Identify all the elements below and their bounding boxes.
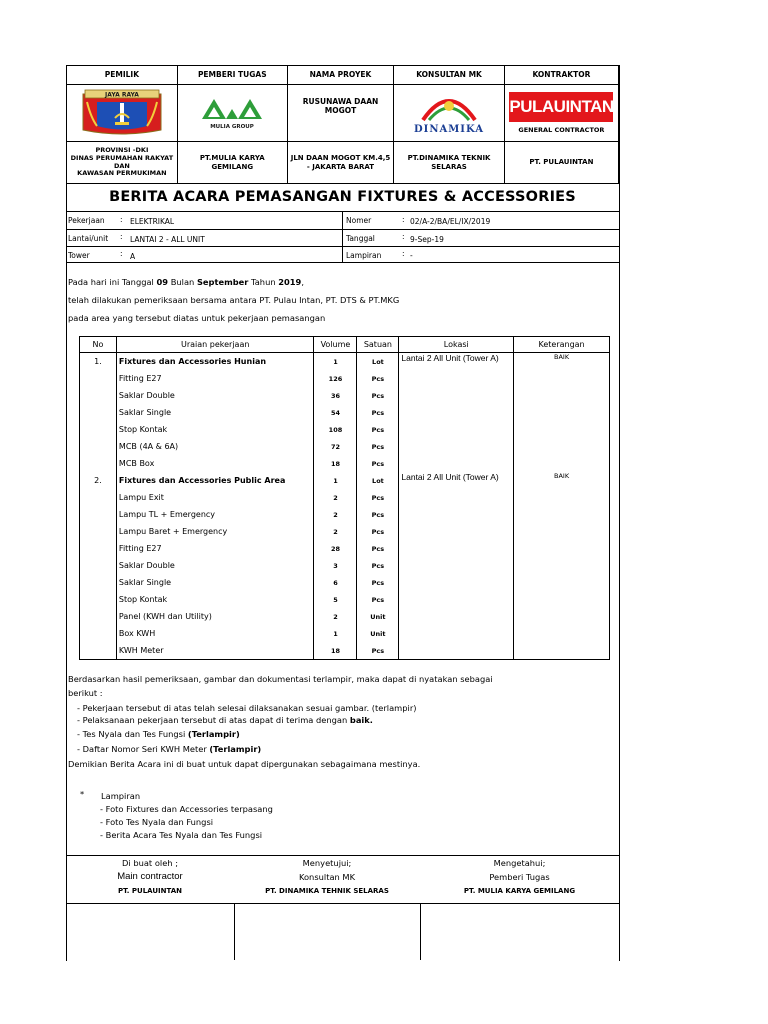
tanggal-label: Tanggal bbox=[346, 234, 375, 243]
pemilik-logo-cell bbox=[67, 85, 178, 142]
colon: : bbox=[120, 232, 123, 241]
dinamika-logo bbox=[407, 90, 491, 136]
cell-desc: Fitting E27 bbox=[116, 370, 314, 387]
cell-volume: 6 bbox=[314, 574, 357, 591]
cell-keterangan bbox=[514, 455, 610, 472]
col-pemilik: PEMILIK bbox=[67, 66, 178, 85]
cell-lokasi bbox=[399, 438, 514, 455]
table-row bbox=[80, 574, 610, 591]
cell-keterangan bbox=[514, 557, 610, 574]
pekerjaan-value: ELEKTRIKAL bbox=[130, 217, 175, 226]
table-row bbox=[80, 370, 610, 387]
cell-desc: Stop Kontak bbox=[116, 591, 314, 608]
cell-lokasi bbox=[399, 608, 514, 625]
cell-lokasi bbox=[399, 387, 514, 404]
cell-lokasi bbox=[399, 506, 514, 523]
cell-keterangan bbox=[514, 421, 610, 438]
pemberi-desc: PT.MULIA KARYA GEMILANG bbox=[177, 142, 287, 184]
cell-no bbox=[80, 574, 117, 591]
nomer-value: 02/A-2/BA/EL/IX/2019 bbox=[410, 217, 491, 226]
cell-volume: 126 bbox=[314, 370, 357, 387]
cell-keterangan bbox=[514, 370, 610, 387]
tower-value: A bbox=[130, 252, 136, 261]
svg-text:JAYA RAYA: JAYA RAYA bbox=[104, 91, 139, 99]
table-row bbox=[80, 489, 610, 506]
cell-desc: MCB Box bbox=[116, 455, 314, 472]
cell-satuan: Pcs bbox=[357, 574, 399, 591]
th-lokasi: Lokasi bbox=[399, 337, 514, 353]
cell-keterangan bbox=[514, 642, 610, 660]
cell-keterangan bbox=[514, 523, 610, 540]
items-table bbox=[79, 336, 610, 660]
cell-desc: Lampu Exit bbox=[116, 489, 314, 506]
kontraktor-logo-cell bbox=[504, 85, 618, 142]
pemilik-desc: PROVINSI -DKI DINAS PERUMAHAN RAKYAT DAN KAWASAN PERMUKIMAN bbox=[67, 142, 178, 184]
closing-line-2: berikut : bbox=[68, 688, 103, 698]
cell-keterangan: BAIK bbox=[514, 472, 610, 489]
cell-lokasi: Lantai 2 All Unit (Tower A) bbox=[399, 353, 514, 371]
cell-volume: 2 bbox=[314, 608, 357, 625]
col-pemberi-tugas: PEMBERI TUGAS bbox=[177, 66, 287, 85]
colon: : bbox=[120, 249, 123, 258]
cell-no bbox=[80, 523, 117, 540]
lampiran-label: Lampiran bbox=[346, 251, 382, 260]
pekerjaan-label: Pekerjaan bbox=[68, 216, 105, 225]
cell-no bbox=[80, 591, 117, 608]
info-line-3 bbox=[66, 262, 619, 263]
cell-lokasi bbox=[399, 591, 514, 608]
header-table bbox=[66, 65, 619, 184]
cell-volume: 1 bbox=[314, 625, 357, 642]
cell-volume: 54 bbox=[314, 404, 357, 421]
tower-label: Tower bbox=[68, 251, 90, 260]
cell-lokasi bbox=[399, 421, 514, 438]
table-row bbox=[80, 387, 610, 404]
cell-satuan: Pcs bbox=[357, 557, 399, 574]
table-row bbox=[80, 506, 610, 523]
colon: : bbox=[402, 249, 405, 258]
signature-col-line-2 bbox=[420, 903, 421, 960]
cell-desc: Lampu TL + Emergency bbox=[116, 506, 314, 523]
bullet-3: - Tes Nyala dan Tes Fungsi (Terlampir) bbox=[77, 729, 240, 739]
cell-satuan: Pcs bbox=[357, 591, 399, 608]
lantai-label: Lantai/unit bbox=[68, 234, 109, 243]
project-name: RUSUNAWA DAAN MOGOT bbox=[287, 85, 394, 142]
table-row bbox=[80, 642, 610, 660]
cell-no bbox=[80, 404, 117, 421]
cell-satuan: Unit bbox=[357, 625, 399, 642]
cell-keterangan bbox=[514, 625, 610, 642]
th-no: No bbox=[80, 337, 117, 353]
cell-desc: Fitting E27 bbox=[116, 540, 314, 557]
jaya-raya-logo bbox=[79, 88, 165, 138]
cell-volume: 1 bbox=[314, 353, 357, 371]
signature-approver: Menyetujui; Konsultan MK PT. DINAMIKA TEHNIK SELARAS bbox=[265, 858, 389, 895]
th-satuan: Satuan bbox=[357, 337, 399, 353]
intro-line-1: Pada hari ini Tanggal 09 Bulan September Tahun 2019, bbox=[68, 277, 304, 287]
konsultan-desc: PT.DINAMIKA TEKNIK SELARAS bbox=[394, 142, 505, 184]
cell-satuan: Lot bbox=[357, 472, 399, 489]
cell-keterangan: BAIK bbox=[514, 353, 610, 371]
cell-volume: 108 bbox=[314, 421, 357, 438]
cell-desc: Saklar Double bbox=[116, 557, 314, 574]
col-nama-proyek: NAMA PROYEK bbox=[287, 66, 394, 85]
cell-satuan: Pcs bbox=[357, 642, 399, 660]
cell-desc: Fixtures dan Accessories Hunian bbox=[116, 353, 314, 371]
cell-lokasi bbox=[399, 642, 514, 660]
cell-desc: KWH Meter bbox=[116, 642, 314, 660]
cell-no bbox=[80, 557, 117, 574]
cell-satuan: Pcs bbox=[357, 455, 399, 472]
cell-satuan: Pcs bbox=[357, 421, 399, 438]
th-keterangan: Keterangan bbox=[514, 337, 610, 353]
table-row bbox=[80, 591, 610, 608]
cell-satuan: Pcs bbox=[357, 387, 399, 404]
th-uraian: Uraian pekerjaan bbox=[116, 337, 314, 353]
cell-no bbox=[80, 506, 117, 523]
cell-lokasi bbox=[399, 625, 514, 642]
cell-lokasi bbox=[399, 455, 514, 472]
cell-no bbox=[80, 608, 117, 625]
cell-desc: Saklar Single bbox=[116, 574, 314, 591]
cell-volume: 2 bbox=[314, 523, 357, 540]
cell-desc: Lampu Baret + Emergency bbox=[116, 523, 314, 540]
cell-no bbox=[80, 489, 117, 506]
nomer-label: Nomer bbox=[346, 216, 372, 225]
cell-lokasi: Lantai 2 All Unit (Tower A) bbox=[399, 472, 514, 489]
cell-volume: 3 bbox=[314, 557, 357, 574]
cell-no bbox=[80, 438, 117, 455]
cell-satuan: Pcs bbox=[357, 438, 399, 455]
cell-no bbox=[80, 387, 117, 404]
cell-satuan: Pcs bbox=[357, 506, 399, 523]
signature-maker: Di buat oleh ; Main contractor PT. PULAUINTAN bbox=[117, 858, 183, 895]
cell-desc: Saklar Double bbox=[116, 387, 314, 404]
document-title: BERITA ACARA PEMASANGAN FIXTURES & ACCESSORIES bbox=[66, 183, 619, 212]
cell-satuan: Unit bbox=[357, 608, 399, 625]
cell-desc: Stop Kontak bbox=[116, 421, 314, 438]
bullet-4: - Daftar Nomor Seri KWH Meter (Terlampir) bbox=[77, 744, 262, 754]
cell-lokasi bbox=[399, 523, 514, 540]
cell-no bbox=[80, 642, 117, 660]
table-row bbox=[80, 557, 610, 574]
table-row bbox=[80, 523, 610, 540]
cell-desc: Panel (KWH dan Utility) bbox=[116, 608, 314, 625]
cell-volume: 1 bbox=[314, 472, 357, 489]
lampiran-value: - bbox=[410, 251, 413, 260]
table-row bbox=[80, 625, 610, 642]
cell-satuan: Pcs bbox=[357, 523, 399, 540]
colon: : bbox=[402, 215, 405, 224]
cell-desc: Saklar Single bbox=[116, 404, 314, 421]
bullet-2: - Pelaksanaan pekerjaan tersebut di atas dapat di terima dengan baik. bbox=[77, 715, 373, 725]
cell-keterangan bbox=[514, 591, 610, 608]
cell-keterangan bbox=[514, 489, 610, 506]
cell-lokasi bbox=[399, 489, 514, 506]
proyek-desc: JLN DAAN MOGOT KM.4,5 - JAKARTA BARAT bbox=[287, 142, 394, 184]
cell-no bbox=[80, 540, 117, 557]
konsultan-logo-cell bbox=[394, 85, 505, 142]
cell-volume: 2 bbox=[314, 489, 357, 506]
cell-keterangan bbox=[514, 540, 610, 557]
cell-volume: 5 bbox=[314, 591, 357, 608]
cell-no bbox=[80, 455, 117, 472]
col-kontraktor: KONTRAKTOR bbox=[504, 66, 618, 85]
pulauintan-logo: PULAUINTAN bbox=[509, 92, 613, 122]
cell-volume: 36 bbox=[314, 387, 357, 404]
table-row bbox=[80, 421, 610, 438]
table-row bbox=[80, 353, 610, 371]
cell-no: 2. bbox=[80, 472, 117, 489]
lantai-value: LANTAI 2 - ALL UNIT bbox=[130, 235, 205, 244]
cell-satuan: Pcs bbox=[357, 370, 399, 387]
signature-witness: Mengetahui; Pemberi Tugas PT. MULIA KARYA GEMILANG bbox=[463, 858, 576, 895]
cell-volume: 18 bbox=[314, 642, 357, 660]
cell-no bbox=[80, 421, 117, 438]
cell-volume: 18 bbox=[314, 455, 357, 472]
colon: : bbox=[120, 215, 123, 224]
mulia-group-logo bbox=[192, 95, 272, 131]
table-row bbox=[80, 404, 610, 421]
pemberi-logo-cell bbox=[177, 85, 287, 142]
kontraktor-desc: PT. PULAUINTAN bbox=[504, 142, 618, 184]
pulauintan-logo-sub: GENERAL CONTRACTOR bbox=[518, 125, 605, 134]
cell-no: 1. bbox=[80, 353, 117, 371]
cell-satuan: Lot bbox=[357, 353, 399, 371]
cell-volume: 28 bbox=[314, 540, 357, 557]
cell-satuan: Pcs bbox=[357, 489, 399, 506]
signature-col-line-1 bbox=[234, 903, 235, 960]
cell-lokasi bbox=[399, 557, 514, 574]
table-row bbox=[80, 608, 610, 625]
intro-line-3: pada area yang tersebut diatas untuk pekerjaan pemasangan bbox=[68, 313, 326, 323]
lampiran-item-1: - Foto Fixtures dan Accessories terpasang bbox=[100, 804, 273, 814]
cell-keterangan bbox=[514, 506, 610, 523]
colon: : bbox=[402, 232, 405, 241]
cell-lokasi bbox=[399, 540, 514, 557]
svg-text:MULIA GROUP: MULIA GROUP bbox=[210, 124, 255, 130]
cell-desc: Fixtures dan Accessories Public Area bbox=[116, 472, 314, 489]
cell-desc: Box KWH bbox=[116, 625, 314, 642]
cell-keterangan bbox=[514, 387, 610, 404]
table-row bbox=[80, 540, 610, 557]
cell-keterangan bbox=[514, 438, 610, 455]
lampiran-title: Lampiran bbox=[101, 791, 141, 801]
cell-no bbox=[80, 625, 117, 642]
cell-lokasi bbox=[399, 404, 514, 421]
cell-keterangan bbox=[514, 574, 610, 591]
cell-satuan: Pcs bbox=[357, 404, 399, 421]
cell-volume: 2 bbox=[314, 506, 357, 523]
lampiran-star: * bbox=[80, 789, 85, 799]
cell-keterangan bbox=[514, 608, 610, 625]
tanggal-value: 9-Sep-19 bbox=[410, 235, 444, 244]
cell-desc: MCB (4A & 6A) bbox=[116, 438, 314, 455]
cell-lokasi bbox=[399, 370, 514, 387]
closing-line-3: Demikian Berita Acara ini di buat untuk dapat dipergunakan sebagaimana mestinya. bbox=[68, 759, 421, 769]
closing-line-1: Berdasarkan hasil pemeriksaan, gambar dan dokumentasi terlampir, maka dapat di nyatakan sebagai bbox=[68, 674, 493, 684]
bullet-1: - Pekerjaan tersebut di atas telah selesai dilaksanakan sesuai gambar. (terlampir) bbox=[77, 703, 417, 713]
signature-divider bbox=[66, 903, 619, 904]
table-row bbox=[80, 438, 610, 455]
cell-volume: 72 bbox=[314, 438, 357, 455]
svg-text:DINAMIKA: DINAMIKA bbox=[414, 124, 485, 135]
col-konsultan-mk: KONSULTAN MK bbox=[394, 66, 505, 85]
th-volume: Volume bbox=[314, 337, 357, 353]
cell-lokasi bbox=[399, 574, 514, 591]
info-divider bbox=[342, 212, 343, 262]
cell-satuan: Pcs bbox=[357, 540, 399, 557]
cell-keterangan bbox=[514, 404, 610, 421]
table-row bbox=[80, 455, 610, 472]
intro-line-2: telah dilakukan pemeriksaan bersama antara PT. Pulau Intan, PT. DTS & PT.MKG bbox=[68, 295, 400, 305]
table-row bbox=[80, 472, 610, 489]
lampiran-item-2: - Foto Tes Nyala dan Fungsi bbox=[100, 817, 214, 827]
cell-no bbox=[80, 370, 117, 387]
lampiran-item-3: - Berita Acara Tes Nyala dan Tes Fungsi bbox=[100, 830, 263, 840]
